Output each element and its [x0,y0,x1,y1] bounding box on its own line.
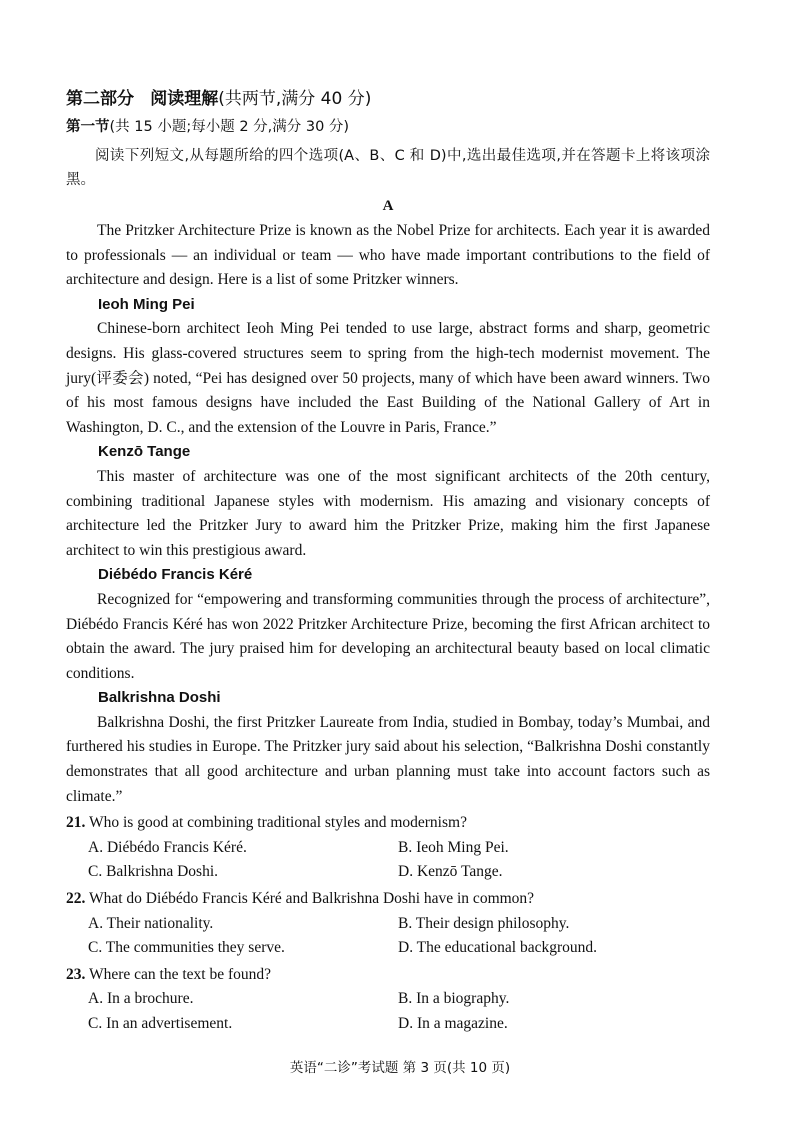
question-number: 22. [66,890,86,908]
part-name: 阅读理解 [150,89,219,109]
option-b: B. Their design philosophy. [398,914,570,932]
question-stem [66,887,710,912]
question-22 [66,887,710,961]
option-d: D. The educational background. [398,939,597,957]
question-number: 21. [66,814,86,832]
winner-name-doshi: Balkrishna Doshi [98,689,221,707]
winner-text-tange: This master of architecture was one of the most significant architects of the 20th century, combining traditional Japanese styles with modernism. His amazing and visionary concepts of architecture led the Pritzker Jury to award him the Pritzker Prize, making him the first Japanese architect to win this prestigious award. [66,467,710,559]
option-c: C. In an advertisement. [88,1015,233,1032]
question-21 [66,811,710,885]
question-text: What do Diébédo Francis Kéré and Balkrishna Doshi have in common? [88,890,535,908]
option-list [88,987,710,1036]
section-heading [66,115,710,136]
question-number: 23. [66,965,86,983]
option-b: B. In a biography. [398,990,510,1008]
part-detail: (共两节,满分 40 分) [218,89,372,109]
question-stem [66,811,710,836]
winner-name-kere: Diébédo Francis Kéré [98,566,253,584]
exam-page [66,84,710,1037]
option-a: A. In a brochure. [88,990,194,1008]
question-stem [66,963,710,988]
section-detail: (共 15 小题;每小题 2 分,满分 30 分) [109,119,350,135]
part-title: 第二部分 [66,89,134,109]
winner-name-tange: Kenzō Tange [98,443,191,461]
option-list [88,912,710,961]
question-23 [66,963,710,1037]
part-heading [66,84,710,109]
option-d: D. In a magazine. [398,1015,508,1032]
winner-text-doshi: Balkrishna Doshi, the first Pritzker Laureate from India, studied in Bombay, today’s Mumbai, and furthered his studies in Europe. The Pritzker jury said about his selection, “Balkrishna Doshi constantly demonstrates that all good architecture and urban planning must take into account factors such as climate.” [66,713,710,805]
winner-text-kere: Recognized for “empowering and transforming communities through the process of architecture”, Diébédo Francis Kéré has won 2022 Pritzker Architecture Prize, becoming the first African architect to obtain the award. The jury praised him for developing an architectural beauty based on local climatic conditions. [66,590,710,682]
winner-name-pei: Ieoh Ming Pei [98,295,195,313]
question-text: Who is good at combining traditional styles and modernism? [88,814,467,832]
option-c: C. The communities they serve. [88,939,285,957]
question-text: Where can the text be found? [88,965,272,983]
option-a: A. Their nationality. [88,914,214,932]
option-c: C. Balkrishna Doshi. [88,863,219,881]
option-b: B. Ieoh Ming Pei. [398,838,509,856]
instructions: 阅读下列短文,从每题所给的四个选项(A、B、C 和 D)中,选出最佳选项,并在答题卡上将该项涂黑。 [66,148,710,188]
option-d: D. Kenzō Tange. [398,863,503,881]
passage-intro: The Pritzker Architecture Prize is known as the Nobel Prize for architects. Each year it is awarded to professionals — an individual or team — who have made important contributions to the field of architecture and design. Here is a list of some Pritzker winners. [66,222,710,289]
passage-label: A [382,198,394,214]
winner-text-pei: Chinese-born architect Ieoh Ming Pei tended to use large, abstract forms and sharp, geometric designs. His glass-covered structures seem to spring from the high-tech modernist movement. The jury(评委会) noted, “Pei has designed over 50 projects, many of which have been award winners. Two of his most famous designs have included the East Building of the National Gallery of Art in Washington, D. C., and the extension of the Louvre in Paris, France.” [66,320,710,436]
option-a: A. Diébédo Francis Kéré. [88,838,247,856]
page-footer: 英语“二诊”考试题 第 3 页(共 10 页) [289,1060,511,1076]
section-title: 第一节 [66,119,110,135]
option-list [88,836,710,885]
